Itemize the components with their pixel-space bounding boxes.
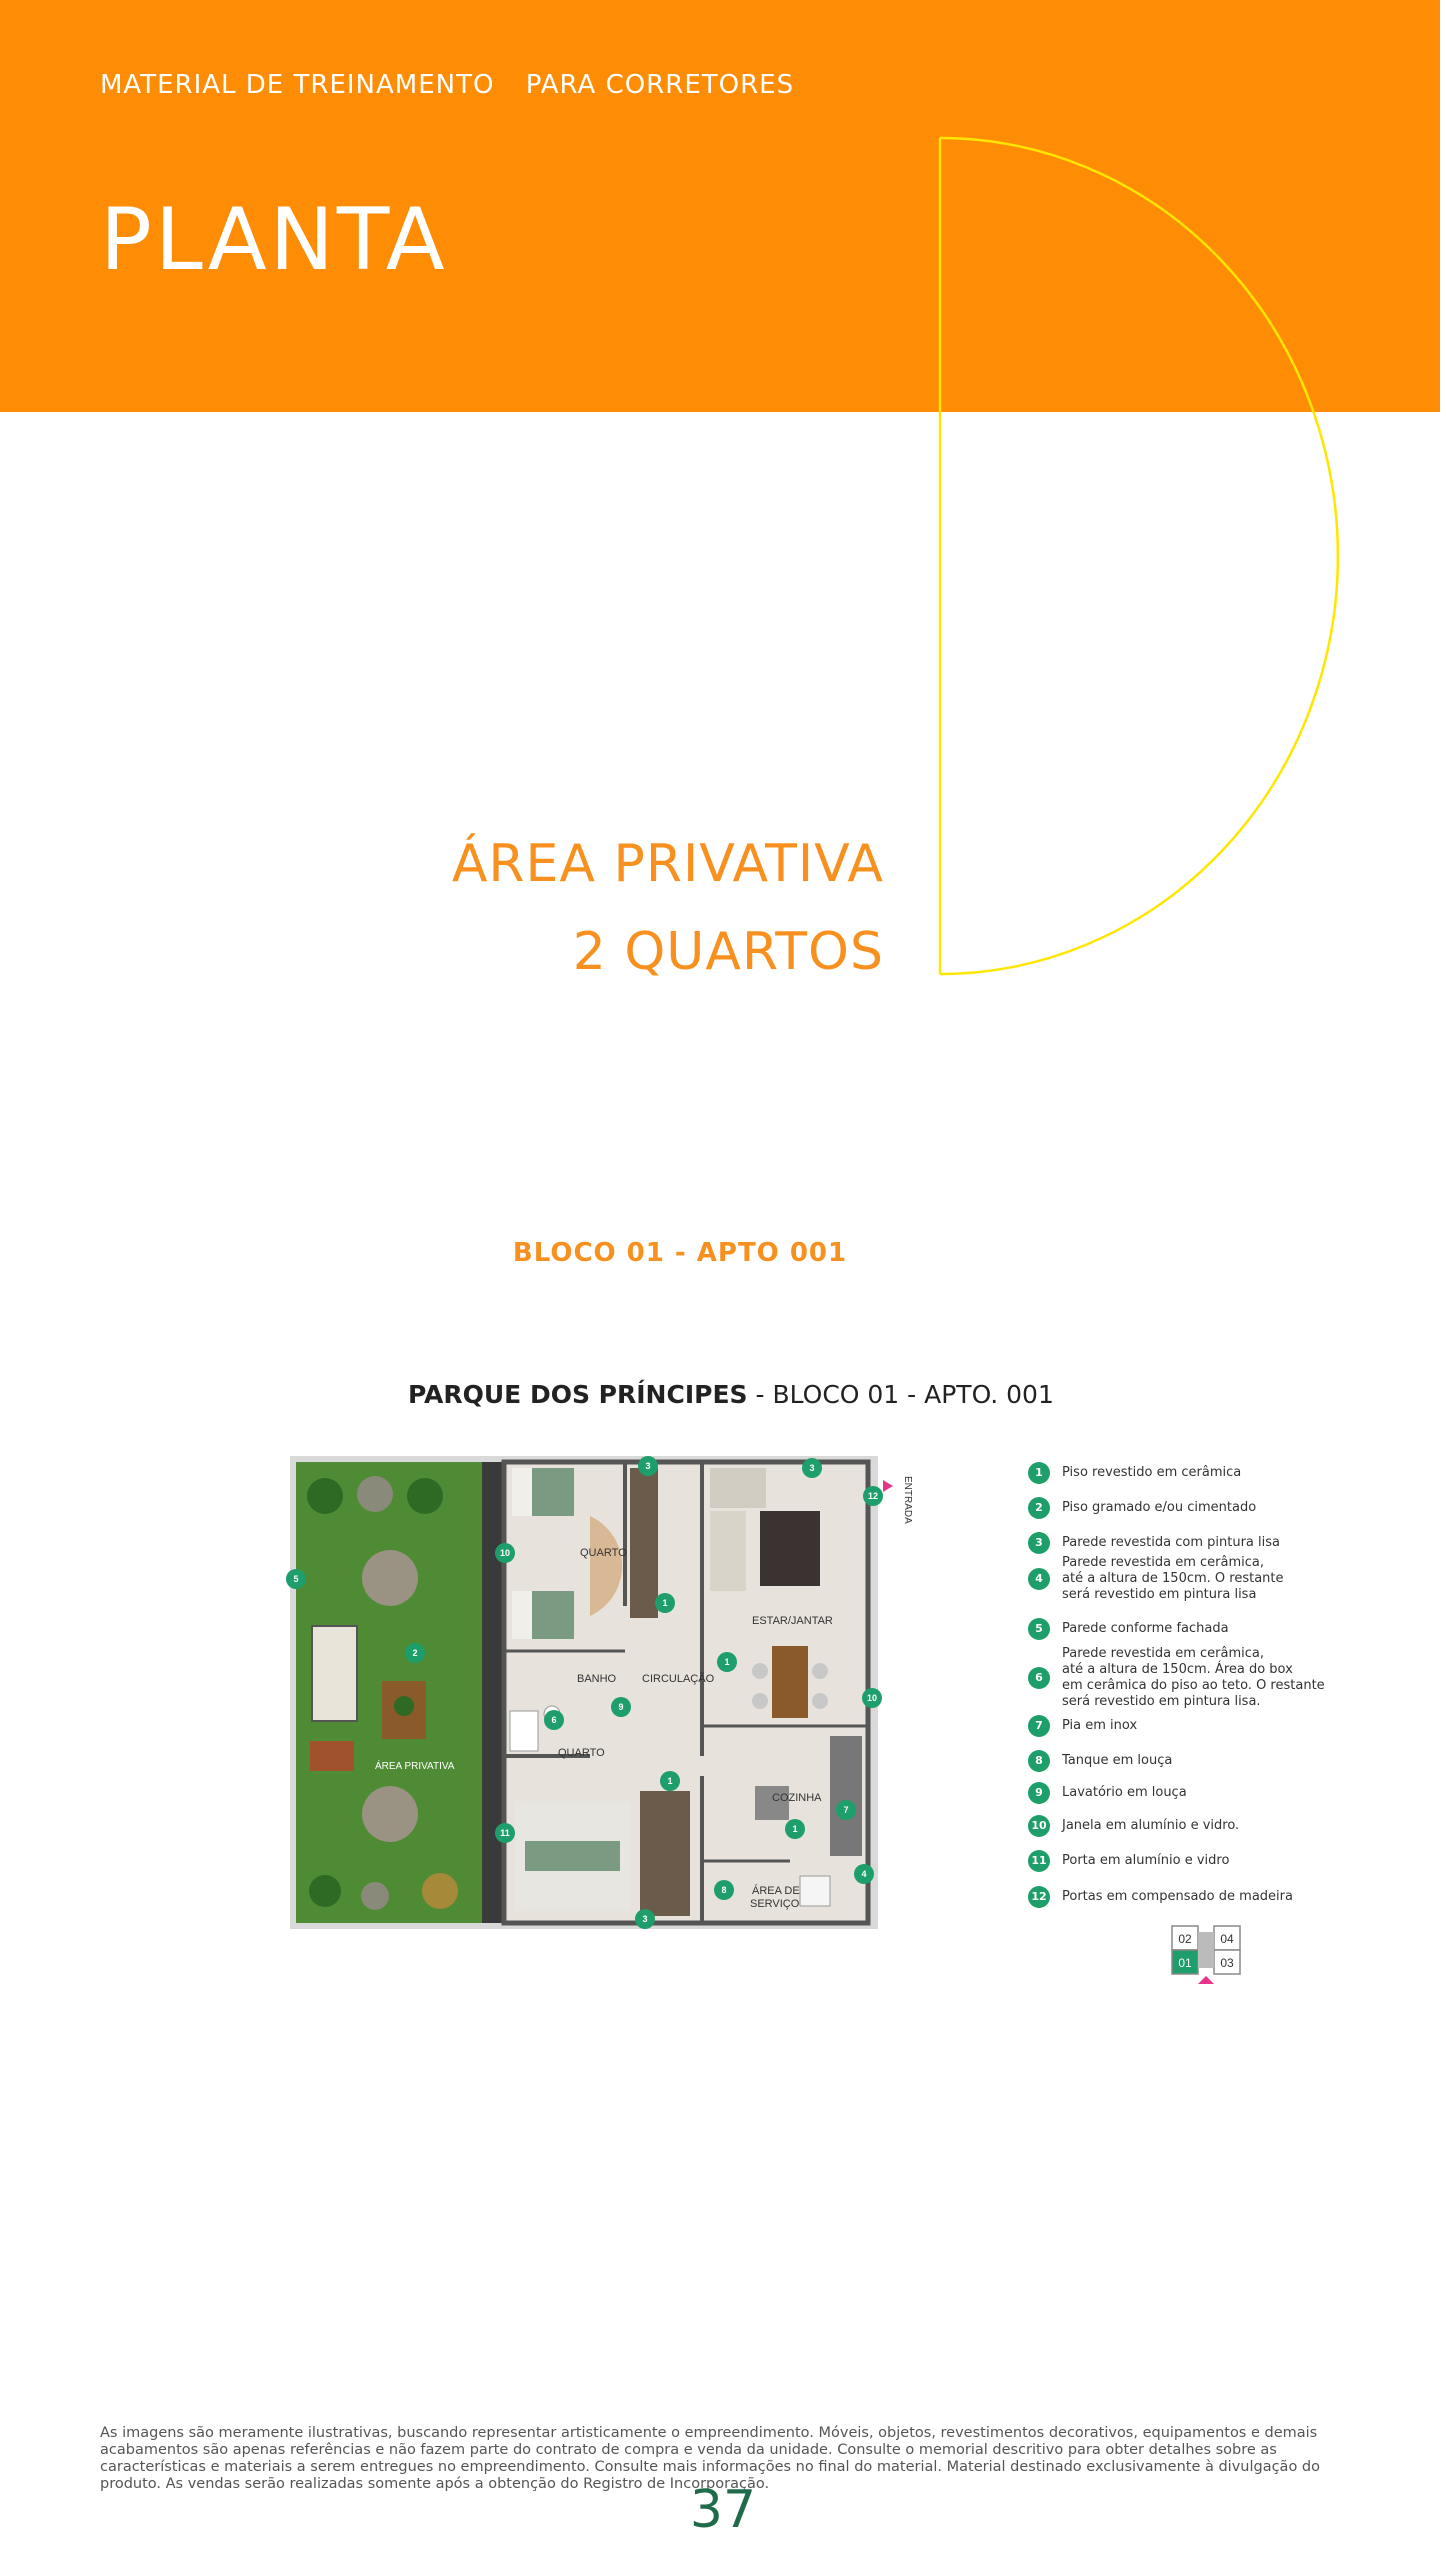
svg-text:12: 12	[867, 1491, 879, 1501]
legend-number: 9	[1028, 1782, 1050, 1804]
entrance-arrow-icon	[1198, 1976, 1214, 1984]
block-label: BLOCO 01 - APTO 001	[512, 1238, 848, 1268]
area-title	[452, 820, 884, 996]
legend-text: Piso gramado e/ou cimentado	[1062, 1500, 1257, 1515]
marker-1c	[660, 1771, 680, 1791]
area-title-line1: ÁREA PRIVATIVA	[451, 834, 884, 894]
legend-text: será revestido em pintura lisa.	[1062, 1694, 1261, 1709]
legend-item	[1028, 1462, 1241, 1484]
svg-text:1: 1	[724, 1657, 730, 1667]
key-plan	[1170, 1924, 1250, 1992]
marker-3b	[802, 1458, 822, 1478]
marker-1b	[717, 1652, 737, 1672]
legend-item	[1028, 1782, 1187, 1804]
legend-item	[1028, 1618, 1229, 1640]
room-label-area-servico-1: ÁREA DE	[752, 1885, 800, 1897]
svg-text:11: 11	[500, 1828, 510, 1838]
room-label-cozinha: COZINHA	[772, 1792, 822, 1804]
page-number: 37	[689, 2480, 757, 2540]
room-label-quarto-top: QUARTO	[580, 1547, 627, 1559]
svg-text:3: 3	[645, 1461, 651, 1471]
legend-item	[1028, 1715, 1137, 1737]
key-cell-03: 03	[1220, 1956, 1234, 1970]
marker-10a	[495, 1543, 515, 1563]
legend-number: 5	[1028, 1618, 1050, 1640]
legend-text: Parede revestida com pintura lisa	[1062, 1535, 1280, 1550]
legend-item	[1028, 1555, 1284, 1603]
marker-10b	[862, 1688, 882, 1708]
legend-item	[1028, 1532, 1280, 1554]
marker-12	[863, 1486, 883, 1506]
svg-text:1: 1	[667, 1776, 673, 1786]
marker-6	[544, 1710, 564, 1730]
legend-text: Porta em alumínio e vidro	[1062, 1853, 1230, 1868]
legend-number: 2	[1028, 1497, 1050, 1519]
disclaimer: As imagens são meramente ilustrativas, buscando representar artisticamente o empreendimento. Móveis, objetos, revestimentos decorativos, equipamentos e demais acabamentos são apenas referências e não fazem parte do contrato de compra e venda da unidade. Consulte o memorial descritivo para obter detalhes sobre as características e materiais a serem entregues no empreendimento. Consulte mais informações no final do material. Material destinado exclusivamente à divulgação do produto. As vendas serão realizadas somente após a obtenção do Registro de Incorporação.	[100, 2425, 1321, 2492]
legend-text: Piso revestido em cerâmica	[1062, 1465, 1242, 1480]
legend-item	[1028, 1886, 1293, 1908]
legend-text: em cerâmica do piso ao teto. O restante	[1062, 1678, 1325, 1693]
svg-text:1: 1	[792, 1824, 798, 1834]
svg-text:10: 10	[866, 1693, 878, 1703]
room-label-banho: BANHO	[577, 1673, 617, 1685]
legend-text: Parede revestida em cerâmica,	[1062, 1555, 1265, 1570]
legend-number: 6	[1028, 1667, 1050, 1689]
legend-item	[1028, 1497, 1256, 1519]
legend-number: 4	[1028, 1568, 1050, 1590]
legend-number: 11	[1028, 1850, 1050, 1872]
marker-3c	[635, 1909, 655, 1929]
room-label-circulacao: CIRCULAÇÃO	[642, 1673, 715, 1685]
legend-text: Tanque em louça	[1062, 1753, 1173, 1768]
legend-item	[1028, 1850, 1229, 1872]
svg-text:3: 3	[809, 1463, 815, 1473]
legend-text: até a altura de 150cm. O restante	[1062, 1571, 1284, 1586]
marker-7	[836, 1800, 856, 1820]
legend-text: Parede conforme fachada	[1062, 1621, 1229, 1636]
legend-text: Portas em compensado de madeira	[1062, 1889, 1293, 1904]
room-label-estar: ESTAR/JANTAR	[752, 1615, 833, 1627]
svg-text:10: 10	[499, 1548, 511, 1558]
kicker-left: MATERIAL DE TREINAMENTO	[100, 70, 495, 100]
marker-1a	[655, 1593, 675, 1613]
legend-text: Pia em inox	[1062, 1718, 1138, 1733]
page-title: PLANTA	[100, 190, 448, 290]
room-label-quarto-bottom: QUARTO	[558, 1747, 605, 1759]
legend-number: 1	[1028, 1462, 1050, 1484]
legend-number: 3	[1028, 1532, 1050, 1554]
svg-text:3: 3	[642, 1914, 648, 1924]
svg-text:8: 8	[721, 1885, 727, 1895]
plan-title-bold: PARQUE DOS PRÍNCIPES	[408, 1380, 748, 1409]
marker-11	[495, 1823, 515, 1843]
area-title-line2: 2 QUARTOS	[572, 922, 884, 982]
svg-text:5: 5	[293, 1574, 299, 1584]
svg-text:9: 9	[618, 1702, 624, 1712]
marker-4	[854, 1864, 874, 1884]
svg-text:4: 4	[861, 1869, 867, 1879]
legend-item	[1028, 1815, 1239, 1837]
marker-5	[286, 1569, 306, 1589]
legend-text: Lavatório em louça	[1062, 1785, 1187, 1800]
marker-3a	[638, 1456, 658, 1476]
kicker-right: PARA CORRETORES	[525, 70, 795, 100]
legend-number: 7	[1028, 1715, 1050, 1737]
marker-2	[405, 1643, 425, 1663]
marker-1d	[785, 1819, 805, 1839]
legend-number: 10	[1028, 1815, 1050, 1837]
key-cell-01: 01	[1178, 1956, 1192, 1970]
svg-text:1: 1	[662, 1598, 668, 1608]
marker-8	[714, 1880, 734, 1900]
entrada-label: ENTRADA	[902, 1476, 913, 1524]
legend-item	[1028, 1646, 1325, 1710]
svg-text:6: 6	[551, 1715, 557, 1725]
room-label-area-privativa: ÁREA PRIVATIVA	[375, 1761, 455, 1772]
legend-text: será revestido em pintura lisa	[1062, 1587, 1257, 1602]
legend-text: Parede revestida em cerâmica,	[1062, 1646, 1265, 1661]
legend-item	[1028, 1750, 1172, 1772]
key-cell-02: 02	[1178, 1932, 1192, 1946]
legend-text: até a altura de 150cm. Área do box	[1062, 1662, 1293, 1677]
svg-text:7: 7	[843, 1805, 849, 1815]
plan-title-rest: - BLOCO 01 - APTO. 001	[755, 1380, 1054, 1409]
floor-plan	[290, 1456, 913, 1929]
room-label-area-servico-2: SERVIÇO	[750, 1898, 800, 1910]
legend-text: Janela em alumínio e vidro.	[1062, 1818, 1240, 1833]
legend-number: 8	[1028, 1750, 1050, 1772]
legend-number: 12	[1028, 1886, 1050, 1908]
plan-title	[408, 1380, 1054, 1409]
svg-text:2: 2	[412, 1648, 418, 1658]
marker-9	[611, 1697, 631, 1717]
key-cell-04: 04	[1220, 1932, 1234, 1946]
